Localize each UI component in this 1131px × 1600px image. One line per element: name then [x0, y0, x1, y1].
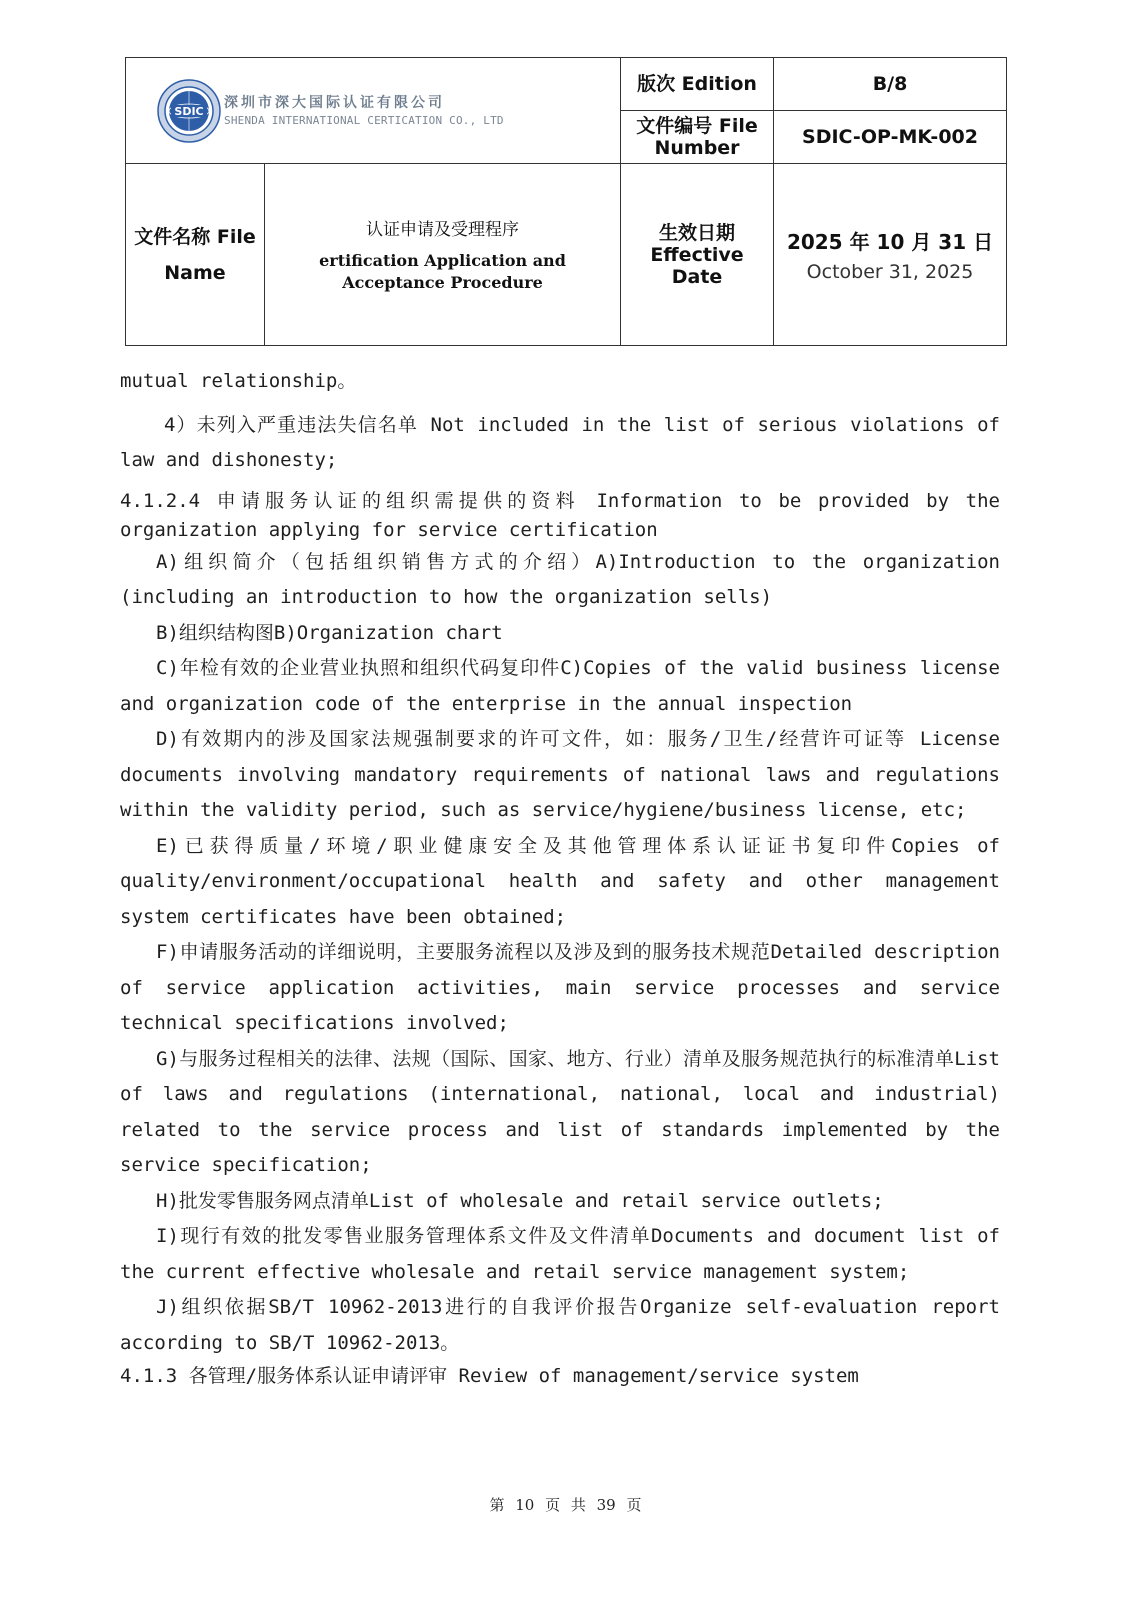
- company-logo-icon: [156, 78, 222, 144]
- effective-label-line3: Date: [671, 265, 723, 288]
- company-name-en: SHENDA INTERNATIONAL CERTICATION CO., LTD: [224, 113, 504, 127]
- effective-label-line1: 生效日期: [659, 221, 736, 244]
- effective-date-value-cell: [774, 164, 1007, 346]
- paragraph-item-4: 4）未列入严重违法失信名单 Not included in the list of serious violations of law and dishonesty;: [120, 413, 1000, 471]
- file-number-value-cell: [774, 111, 1007, 164]
- list-item-a: A)组织简介（包括组织销售方式的介绍）A)Introduction to the organization (including an introduction to how the organization sells): [120, 550, 1000, 608]
- file-number-label-cell: [621, 111, 774, 164]
- logo-text: SDIC: [174, 104, 204, 118]
- paragraph-continuation: mutual relationship。: [120, 370, 357, 392]
- file-number-value: SDIC-OP-MK-002: [802, 126, 978, 148]
- document-body: [120, 364, 1000, 1391]
- list-item-c: C)年检有效的企业营业执照和组织代码复印件C)Copies of the valid business license and organization code of the enterprise in the annual inspection: [120, 657, 1000, 715]
- file-number-label-line1: 文件编号 File: [636, 115, 758, 137]
- effective-date-en: October 31, 2025: [806, 261, 974, 283]
- document-header-table: [125, 57, 1007, 346]
- list-item-f: F)申请服务活动的详细说明，主要服务流程以及涉及到的服务技术规范Detailed description of service application activities, main service processes and service technical specifications involved;: [120, 941, 1000, 1034]
- file-number-label-line2: Number: [654, 137, 740, 159]
- section-heading-4-1-2-4: 4.1.2.4 申请服务认证的组织需提供的资料 Information to be provided by the organization applying for service certification: [120, 489, 1000, 541]
- edition-label: 版次 Edition: [637, 73, 757, 95]
- page-number: 第 10 页 共 39 页: [489, 1496, 642, 1514]
- list-item-d: D)有效期内的涉及国家法规强制要求的许可文件，如：服务/卫生/经营许可证等 License documents involving mandatory requirements of national laws and regulations within the validity period, such as service/hygiene/business license, etc;: [120, 728, 1000, 821]
- list-item-e: E)已获得质量/环境/职业健康安全及其他管理体系认证证书复印件Copies of quality/environment/occupational health and safety and other management system certificates have been obtained;: [120, 834, 1000, 928]
- section-heading-4-1-3: 4.1.3 各管理/服务体系认证申请评审 Review of management/service system: [120, 1365, 859, 1387]
- file-title-en: ertification Application and Acceptance Procedure: [319, 251, 566, 292]
- edition-value-cell: [774, 58, 1007, 111]
- effective-label-line2: Effective: [650, 243, 744, 266]
- file-name-label-cell: [126, 164, 265, 346]
- file-title-cn: 认证申请及受理程序: [366, 220, 519, 240]
- effective-date-label-cell: [621, 164, 774, 346]
- file-name-label-line2: Name: [164, 261, 226, 284]
- list-item-g: G)与服务过程相关的法律、法规（国际、国家、地方、行业）清单及服务规范执行的标准清单List of laws and regulations (international, national, local and industrial) related to the service process and list of standards implemented by the service specification;: [120, 1047, 1000, 1176]
- list-item-h: H)批发零售服务网点清单List of wholesale and retail service outlets;: [156, 1189, 884, 1212]
- edition-label-cell: [621, 58, 774, 111]
- file-title-cell: [265, 164, 621, 346]
- company-name: [224, 96, 504, 126]
- edition-value: B/8: [872, 73, 908, 95]
- effective-date-cn: 2025 年 10 月 31 日: [786, 230, 994, 254]
- list-item-b: B)组织结构图B)Organization chart: [156, 621, 503, 644]
- company-logo-cell: [126, 58, 621, 164]
- file-name-label-line1: 文件名称 File: [134, 225, 256, 248]
- list-item-j: J)组织依据SB/T 10962-2013进行的自我评价报告Organize self-evaluation report according to SB/T 10962-2013。: [120, 1296, 1000, 1354]
- company-name-cn: 深圳市深大国际认证有限公司: [224, 94, 445, 111]
- list-item-i: I)现行有效的批发零售业服务管理体系文件及文件清单Documents and document list of the current effective wholesale and retail service management system;: [120, 1225, 1000, 1283]
